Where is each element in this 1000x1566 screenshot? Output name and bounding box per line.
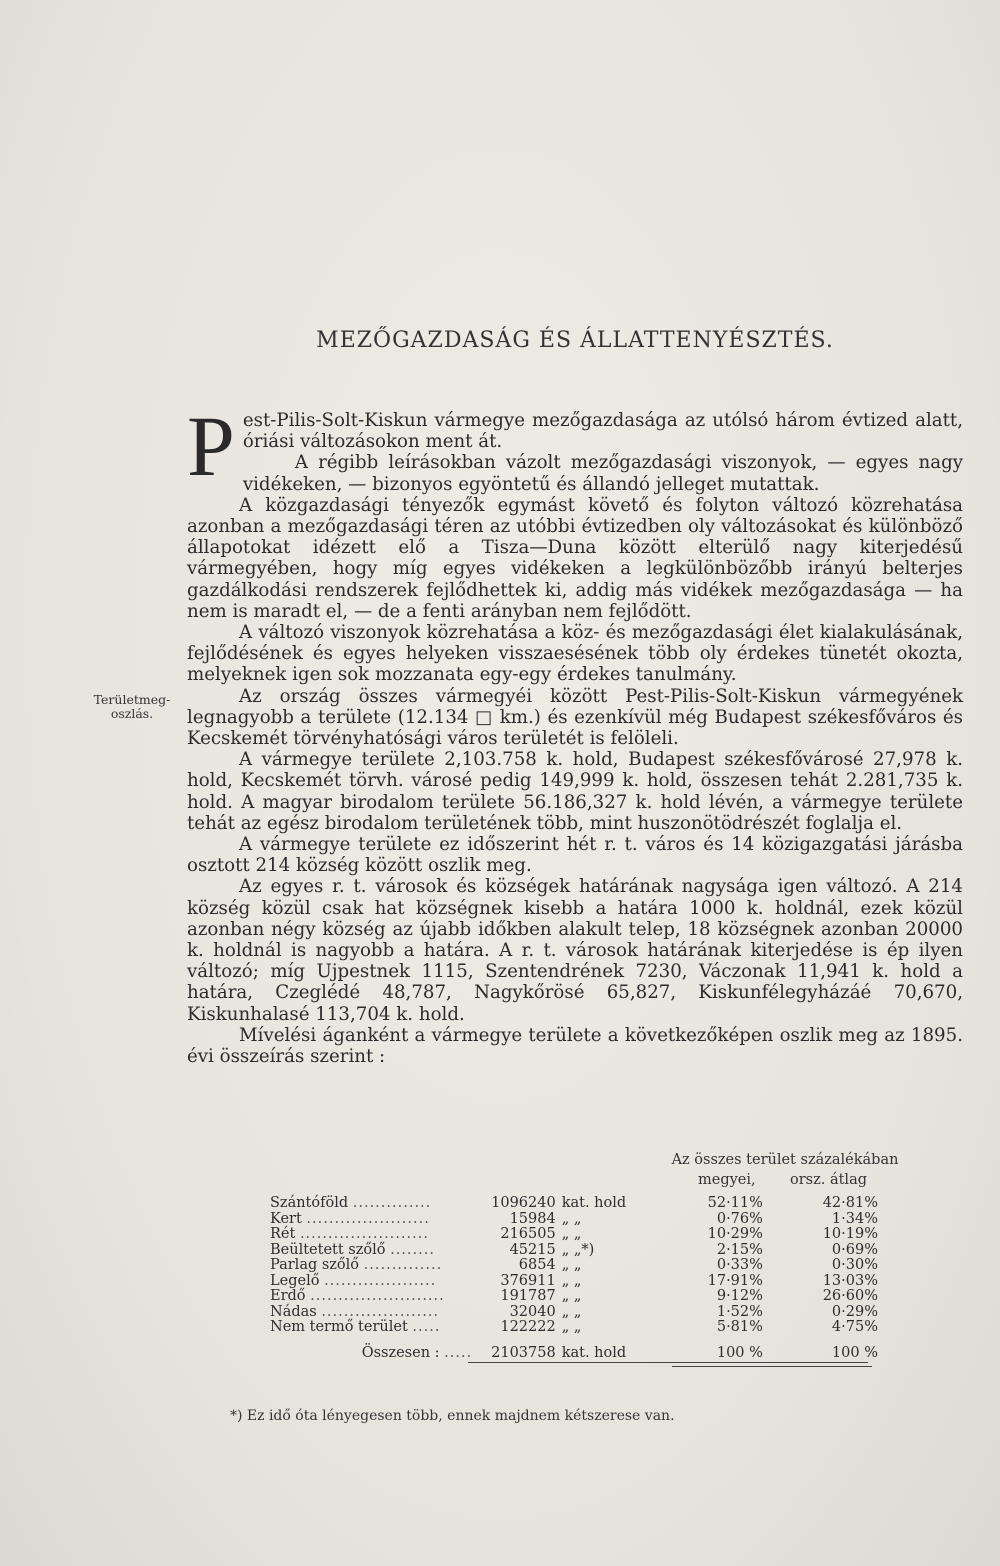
row-label: Rét <box>270 1226 296 1242</box>
row-percent-megyei: 9·12% <box>716 1288 763 1304</box>
chapter-title: MEZŐGAZDASÁG ÉS ÁLLATTENYÉSZTÉS. <box>316 328 834 353</box>
row-unit: „ „ <box>561 1272 582 1289</box>
margin-note: Területmeg-oszlás. <box>93 692 171 721</box>
row-value: 15984 <box>509 1210 556 1227</box>
paragraph-3: A közgazdasági tényezők egymást követő és folyton változó közrehatása azonban a mezőgazdasági téren az utóbbi évtizedben oly változásokat és különböző állapotokat idézett elő a Tisza—Duna között elterülő nagy kiterjedésű vármegyében, hogy míg egyes vidékeken a legkülönbözőbb irányú belterjes gazdálkodási rendszerek fejlődhettek ki, addig más vidékek mezőgazdasága — ha nem is maradt el, — de a fenti arányban nem fejlődött. <box>187 494 963 622</box>
row-percent-megyei: 5·81% <box>716 1319 763 1335</box>
row-value: 216505 <box>500 1226 556 1242</box>
row-percent-orsz: 4·75% <box>831 1319 878 1335</box>
footnote: *) Ez idő óta lényegesen több, ennek majdnem kétszerese van. <box>230 1408 675 1424</box>
row-unit: „ „ <box>561 1303 582 1320</box>
paragraph-6: A vármegye területe 2,103.758 k. hold, Budapest székesfővárosé 27,978 k. hold, Kecskemét törvh. városé pedig 149,999 k. hold, összesen tehát 2.281,735 k. hold. A magyar birodalom területe 56.186,327 k. hold lévén, a vármegye területe tehát az egész birodalom területének több, mint huszonötödrészét foglalja el. <box>187 749 963 834</box>
table-total-rule-double <box>672 1366 872 1367</box>
column-header-orsz: orsz. átlag <box>790 1172 867 1188</box>
row-label: Erdő <box>270 1288 306 1304</box>
row-value: 45215 <box>509 1241 556 1258</box>
row-percent-megyei: 1·52% <box>716 1303 763 1320</box>
row-value: 32040 <box>509 1303 556 1320</box>
row-value: 1096240 <box>491 1195 556 1211</box>
table-total-row: Összesen : ..... 2103758 kat. hold 100 % 100 % <box>270 1336 878 1362</box>
row-percent-megyei: 0·33% <box>716 1257 763 1273</box>
row-value: 191787 <box>500 1288 556 1304</box>
row-unit: „ „ <box>561 1319 582 1335</box>
row-label: Legelő <box>270 1272 320 1289</box>
land-use-table <box>270 1196 878 1361</box>
total-unit: kat. hold <box>561 1344 627 1361</box>
total-percent-megyei: 100 % <box>716 1344 763 1361</box>
row-percent-orsz: 13·03% <box>822 1272 878 1289</box>
column-header-megyei: megyei, <box>698 1172 756 1188</box>
row-unit: „ „ <box>561 1257 582 1273</box>
row-percent-orsz: 0·69% <box>831 1241 878 1258</box>
table-row: Nádas ..................... 32040 „ „ 1·52% 0·29% <box>270 1303 878 1320</box>
paragraph-9: Mívelési áganként a vármegye területe a következőképen oszlik meg az 1895. évi összeírás szerint : <box>187 1024 963 1068</box>
paragraph-7: A vármegye területe ez időszerint hét r. t. város és 14 közigazgatási járásba osztott 214 község között oszlik meg. <box>187 834 963 877</box>
row-value: 122222 <box>500 1319 556 1335</box>
paragraph-8: Az egyes r. t. városok és községek határának nagysága igen változó. A 214 község közül csak hat községnek kisebb a határa 1000 k. holdnál, ezek közül azonban négy község az újabb időkben alakult telep, 18 községnek azonban 20000 k. holdnál is nagyobb a határa. A r. t. városok határának kiterjedése is ép ilyen változó; míg Ujpestnek 1115, Szentendrének 7230, Váczonak 11,941 k. hold a határa, Czeglédé 48,787, Nagykőrösé 65,827, Kiskunfélegyházáé 70,670, Kiskunhalasé 113,704 k. hold. <box>187 876 963 1025</box>
row-percent-orsz: 1·34% <box>831 1210 878 1227</box>
row-percent-orsz: 0·30% <box>831 1257 878 1273</box>
total-percent-orsz: 100 % <box>831 1344 878 1361</box>
row-percent-megyei: 2·15% <box>716 1241 763 1258</box>
row-label: Kert <box>270 1210 302 1227</box>
row-label: Szántóföld <box>270 1195 349 1211</box>
total-label: Összesen : <box>361 1344 440 1361</box>
table-total-rule <box>468 1362 868 1363</box>
row-label: Nem termő terület <box>270 1319 408 1335</box>
drop-cap: P <box>187 398 235 494</box>
row-percent-megyei: 52·11% <box>707 1195 763 1211</box>
row-unit: „ „ <box>561 1226 582 1242</box>
paragraph-4: A változó viszonyok közrehatása a köz- és mezőgazdasági élet kialakulásának, fejlődésének és egyes helyeken visszaesésének több oly érdekes tünetét okozta, melyeknek igen sok mozzanata egy-egy érdekes tanulmány. <box>187 622 963 686</box>
row-label: Beültetett szőlő <box>270 1241 386 1258</box>
body-text <box>187 398 963 1068</box>
row-label: Nádas <box>270 1303 317 1320</box>
table-header-columns <box>640 1172 930 1194</box>
paragraph-5: Az ország összes vármegyéi között Pest-Pilis-Solt-Kiskun vármegyének legnagyobb a területe (12.134 □ km.) és ezenkívül még Budapest székesfőváros és Kecskemét törvényhatósági város területét is felöleli. <box>187 685 963 750</box>
paragraph-1: Pest-Pilis-Solt-Kiskun vármegye mezőgazdasága az utólsó három évtized alatt, óriási változásokon ment át. <box>187 398 963 494</box>
row-percent-orsz: 10·19% <box>822 1226 878 1242</box>
row-percent-orsz: 26·60% <box>822 1288 878 1304</box>
row-percent-orsz: 42·81% <box>822 1195 878 1211</box>
table-header-span: Az összes terület százalékában <box>671 1152 899 1168</box>
table-row: Beültetett szőlő ........ 45215 „ „*) 2·15% 0·69% <box>270 1241 878 1258</box>
row-value: 376911 <box>500 1272 556 1289</box>
row-label: Parlag szőlő <box>270 1257 360 1273</box>
table-row: Szántóföld .............. 1096240 kat. hold 52·11% 42·81% <box>270 1195 878 1211</box>
table-row: Rét ....................... 216505 „ „ 10·29% 10·19% <box>270 1226 878 1242</box>
table-row: Kert ...................... 15984 „ „ 0·76% 1·34% <box>270 1210 878 1227</box>
row-unit: „ „ <box>561 1288 582 1304</box>
table-row: Erdő ........................ 191787 „ „ 9·12% 26·60% <box>270 1288 878 1304</box>
table-header <box>640 1152 930 1194</box>
table-row: Nem termő terület ..... 122222 „ „ 5·81% 4·75% <box>270 1319 878 1335</box>
total-value: 2103758 <box>491 1344 556 1361</box>
paragraph-2: A régibb leírásokban vázolt mezőgazdasági viszonyok, — egyes nagy vidékeken, — bizonyos egyöntetű és állandó jelleget mutattak. <box>242 452 963 495</box>
row-value: 6854 <box>518 1257 556 1273</box>
row-percent-orsz: 0·29% <box>831 1303 878 1320</box>
row-unit: „ „*) <box>561 1241 595 1258</box>
table-row: Legelő .................... 376911 „ „ 17·91% 13·03% <box>270 1272 878 1289</box>
row-unit: „ „ <box>561 1210 582 1227</box>
row-percent-megyei: 0·76% <box>716 1210 763 1227</box>
table-row: Parlag szőlő .............. 6854 „ „ 0·33% 0·30% <box>270 1257 878 1273</box>
row-unit: kat. hold <box>561 1195 627 1211</box>
row-percent-megyei: 10·29% <box>707 1226 763 1242</box>
row-percent-megyei: 17·91% <box>707 1272 763 1289</box>
